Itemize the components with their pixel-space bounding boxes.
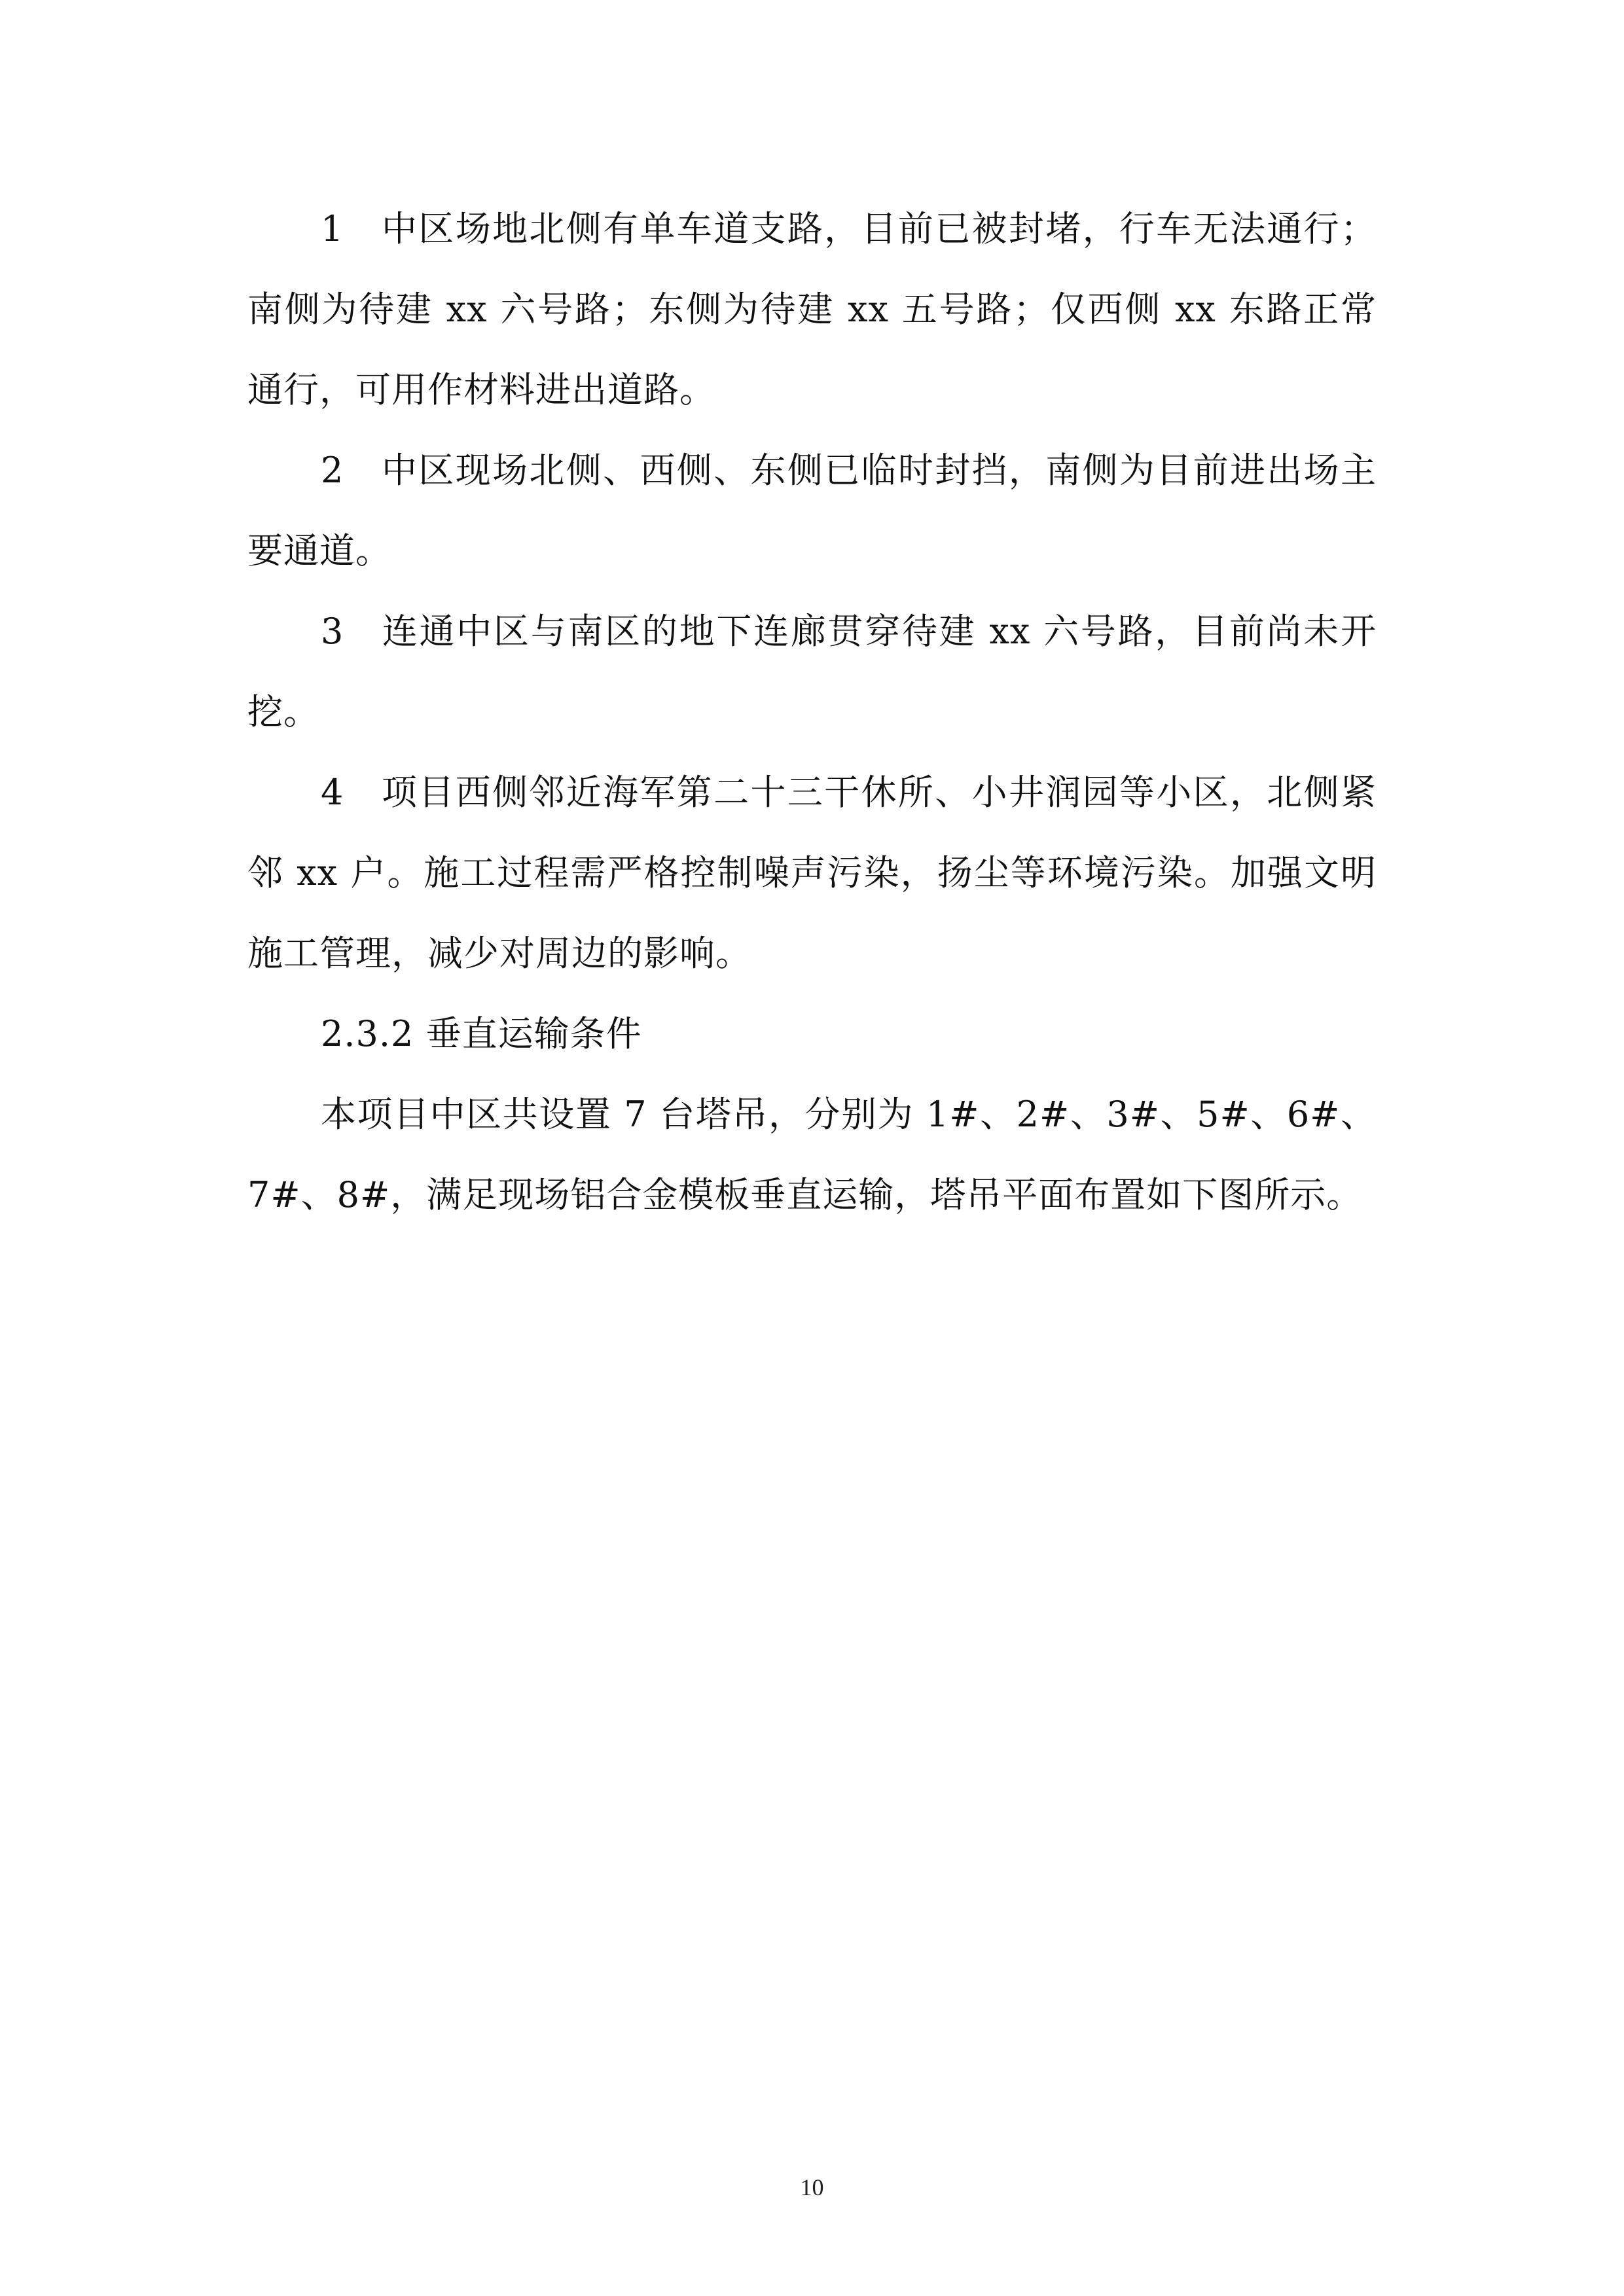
page-number: 10 <box>800 2174 824 2200</box>
body-text <box>247 188 1377 1235</box>
paragraph-site-roads: 1 中区场地北侧有单车道支路，目前已被封堵，行车无法通行；南侧为待建 xx 六号路；东侧为待建 xx 五号路；仅西侧 xx 东路正常通行，可用作材料进出道路。 <box>247 208 1377 410</box>
paragraph-site-enclosure: 2 中区现场北侧、西侧、东侧已临时封挡，南侧为目前进出场主要通道。 <box>247 450 1377 571</box>
paragraph-tower-cranes: 本项目中区共设置 7 台塔吊，分别为 1#、2#、3#、5#、6#、7#、8#，满足现场铝合金模板垂直运输，塔吊平面布置如下图所示。 <box>247 1094 1377 1215</box>
paragraph-underground-corridor: 3 连通中区与南区的地下连廊贯穿待建 xx 六号路，目前尚未开挖。 <box>247 611 1377 732</box>
section-heading-vertical-transport: 2.3.2 垂直运输条件 <box>321 1013 642 1054</box>
paragraph-neighbors-environment: 4 项目西侧邻近海军第二十三干休所、小井润园等小区，北侧紧邻 xx 户。施工过程需严格控制噪声污染，扬尘等环境污染。加强文明施工管理，减少对周边的影响。 <box>247 772 1377 974</box>
